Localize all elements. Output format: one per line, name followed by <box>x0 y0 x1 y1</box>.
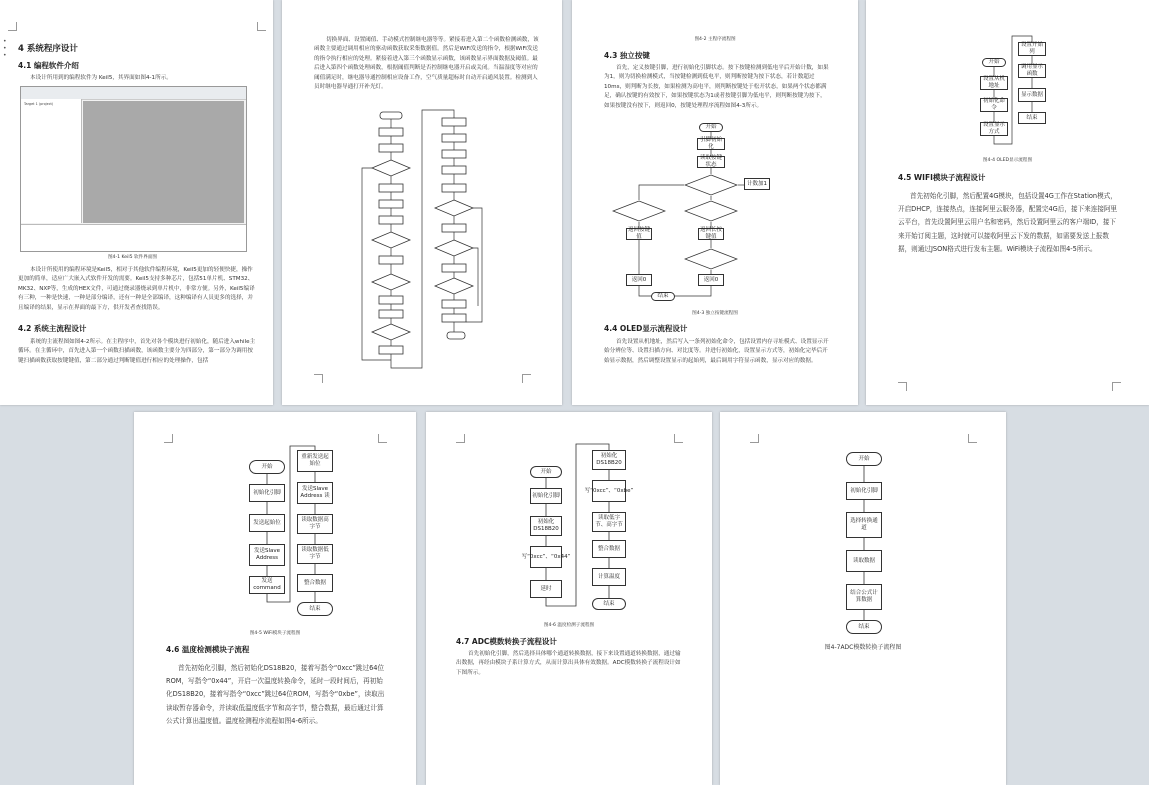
main-flowchart <box>282 100 562 400</box>
flow-step: 初始化引脚 <box>249 484 285 502</box>
flow-step: 读取数据高字节 <box>297 514 333 534</box>
flow-step: 返回按键值 <box>628 227 651 240</box>
page-corner-mark <box>456 434 465 443</box>
flow-step: 计算温度 <box>592 568 626 586</box>
keil-build-output <box>21 224 246 251</box>
page-corner-mark <box>968 434 977 443</box>
flow-step: 初始化引脚 <box>530 488 562 504</box>
figure-caption: 图4-5 WiFi模块子流程图 <box>249 631 301 636</box>
figure-caption: 图4-4 OLED显示流程图 <box>982 158 1033 163</box>
flow-step: 读取按键状态 <box>697 156 725 168</box>
flow-step: 初始化DS18B20 <box>530 516 562 536</box>
flow-decision <box>612 200 666 222</box>
page-corner-mark <box>898 382 907 391</box>
page-corner-mark <box>674 434 683 443</box>
flow-end: 结束 <box>592 598 626 610</box>
page-7 <box>720 412 1006 785</box>
flow-step: 初始化命令 <box>980 98 1008 112</box>
flow-start: 开始 <box>530 466 562 478</box>
flow-step: 结合公式计算数据 <box>846 584 882 610</box>
flow-step: 整合数据 <box>297 574 333 592</box>
flow-step: 显示数据 <box>1018 88 1046 102</box>
heading-4-5: 4.5 WIFI模块子流程设计 <box>898 173 986 182</box>
flow-decision <box>684 248 738 270</box>
heading-4-2: 4.2 系统主流程设计 <box>18 324 87 333</box>
flow-step: 读取低字节、高字节 <box>592 512 626 532</box>
flow-step: 写“0xcc”、“0x44” <box>530 546 562 568</box>
page-corner-mark <box>1112 382 1121 391</box>
page-6 <box>426 412 712 785</box>
flow-step: 读取数据低字节 <box>297 544 333 564</box>
flow-start: 开始 <box>699 123 723 132</box>
page-corner-mark <box>8 22 17 31</box>
heading-4-6: 4.6 温度检测模块子流程 <box>166 645 250 654</box>
collapse-dots-icon[interactable]: • • • <box>3 38 7 59</box>
page-2 <box>282 0 562 405</box>
heading-4: 4 系统程序设计 <box>18 44 78 54</box>
figure-caption: 图4-6 温度检测子流程图 <box>543 623 595 628</box>
flow-start: 开始 <box>846 452 882 466</box>
paragraph-4-6: 首先初始化引脚，然后初始化DS18B20，接着写指令“0xcc”跳过64位ROM，写指令“0x44”，开启一次温度转换命令，延时一段时间后，再初始化DS18B20，接着写指令“0xcc”跳过64位ROM，写指令“0xbe”，读取出读取暂存器命令，并读取低温度低字节和高字节，整合数据，最后通过计算公式计算出温度值。温度检测程序流程如图4-6所示。 <box>166 664 385 725</box>
page-5 <box>134 412 416 785</box>
flow-step: 返回长按键值 <box>700 227 723 240</box>
figure-caption: 图4-2 主程序流程图 <box>694 37 736 42</box>
flow-step: 初始化DS18B20 <box>592 450 626 470</box>
page-corner-mark <box>750 434 759 443</box>
heading-4-1: 4.1 编程软件介绍 <box>18 61 79 70</box>
flow-step: 整合数据 <box>592 540 626 558</box>
page-corner-mark <box>522 374 531 383</box>
flow-step: 写“0xcc”、“0xbe” <box>592 480 626 502</box>
page-4 <box>866 0 1149 405</box>
flow-end: 结束 <box>651 292 675 301</box>
flow-decision <box>684 200 738 222</box>
paragraph-4-4: 首先设置从机地址，然后写入一条列初始化命令，包括设置内存寻址模式、设置显示开始分辨位等、设置扫描方向、对比度等。并进行初始化，设置显示方式等，初始化完毕后开始显示数据，然后调整设置显示的起始列，最后调用字符显示函数，显示对应的数据。 <box>604 339 829 364</box>
paragraph-main-cont: 切换界面、设置阈值、手动模式控制继电器等等。紧接着进入第二个函数检测函数，该函数主要通过调用相应的驱动函数获取采集数据值。然后是WiFi发送的指令，根据WiFi发送的指令执行相应的处理。紧接着进入第三个函数显示函数，该函数显示界面数据及阈值。最后进入第四个函数处理函数，根据阈值判断是否控制继电器开启或关闭。当温湿度等对应的阈值满足时，继电器导通控制相应设备工作，空气质量超标时自动开启通风装置。检测到人员时继电器导通打开补光灯。 <box>314 37 539 91</box>
heading-4-4: 4.4 OLED显示流程设计 <box>604 324 688 333</box>
heading-4-3: 4.3 独立按键 <box>604 51 650 60</box>
paragraph-4-5: 首先初始化引脚，然后配置4G模块，包括设置4G工作在Station模式，开启DHCP，连接热点，连接阿里云服务器，配置完4G后，接下来连接阿里云平台，首先设置阿里云用户名和密码，然后设置阿里云的客户端ID，接下来开始订阅主题，这时就可以接收阿里云下发的数据，如需要发送上报数据，则通过JSON格式进行发布主题。WiFi模块子流程如图4-5所示。 <box>898 192 1118 253</box>
flow-step: 调用显示函数 <box>1018 64 1046 78</box>
flow-step: 计数加1 <box>744 178 770 190</box>
flow-end: 结束 <box>846 620 882 634</box>
page-3 <box>572 0 858 405</box>
flow-step: 设置显示方式 <box>980 122 1008 136</box>
keil-editor-area <box>83 101 244 223</box>
flow-step: 读取数据 <box>846 550 882 572</box>
paragraph-4-7: 首先初始化引脚，然后选择具体哪个通道转换数据，接下来设置通道转换数据，通过输出数据，再经由模块子系计算方式，从而计算出具体有效数据。ADC模数转换子流程设计如下图所示。 <box>456 651 681 676</box>
flow-step: 发送起始位 <box>249 514 285 532</box>
temp-flow-connectors <box>426 412 712 642</box>
flow-step: 设置从机地址 <box>980 76 1008 90</box>
flow-step: 初始化引脚 <box>846 482 882 500</box>
paragraph-4-3: 首先，定义按键引脚，进行初始化引脚状态。按下按键检测到低电平后开始计数，如果为1，则为切换检测模式，当按键检测到低电平，则判断按键为按下状态，若计数超过10ms，则判断为长按，如果检测为高电平，则判断按键处于松开状态，如果两个状态都满足，确认按键的有效按下，如果按键状态为1或者按键引脚为低电平，则判断按键为按下，如果按键没有按下，则返回0，按键处理程序流程如图4-3所示。 <box>604 65 829 109</box>
flow-step: 返回0 <box>626 274 652 286</box>
figure-caption: 图4-3 独立按键流程图 <box>692 311 738 316</box>
flow-start: 开始 <box>982 58 1006 67</box>
figure-caption: 图4-1 Keil5 软件界面图 <box>107 255 158 260</box>
intro-text: 本设计所用到的编程软件为 Keil5，其界面如图4-1所示。 <box>30 75 172 81</box>
page-corner-mark <box>164 434 173 443</box>
paragraph-4-1: 本设计所使用的编程环境是Keil5，相对于其他软件编程环境，Keil5更加的轻便快捷，操作更加的简单，适应广大嵌入式软件开发的需要。Keil5支持多种芯片，包括51单片机、STM32、MK32、NXP等，生成的HEX文件，可通过烧录器烧录到单片机中，非常方便。另外，Keil5编译有三种，一种是快速，一种是部分编译，还有一种是全部编译，这种编译有人员更多的选择，并且编译的结果，显示在界面的最下方，供开发者查找错误。 <box>18 267 255 311</box>
page-1 <box>0 0 273 405</box>
page-corner-mark <box>257 22 266 31</box>
flow-step: 延时 <box>530 580 562 598</box>
flow-step: 发送Slave Address 读 <box>297 482 333 504</box>
flow-step: 设置开始列 <box>1018 42 1046 56</box>
flow-step: 选择转换通道 <box>846 512 882 538</box>
page-corner-mark <box>378 434 387 443</box>
keil-screenshot <box>20 86 247 252</box>
flow-start: 开始 <box>249 460 285 474</box>
heading-4-7: 4.7 ADC模数转换子流程设计 <box>456 637 557 646</box>
flow-step: 发送Slave Address <box>249 544 285 566</box>
keil-tree-item: Target 1 (project) <box>24 102 54 106</box>
flow-step: 返回0 <box>698 274 724 286</box>
flow-step: 发送command <box>249 576 285 594</box>
flow-step: 引脚初始化 <box>697 138 725 150</box>
page-corner-mark <box>314 374 323 383</box>
flow-step: 重新发送起始位 <box>297 450 333 472</box>
paragraph-4-2: 系统的主流程图如图4-2所示。在主程序中，首先对各个模块进行初始化，随后进入while主循环。在主循环中，首先进入第一个函数扫描函数，该函数主要分为四部分，第一部分为调用按键扫描函数获取按键键值，第二部分通过判断键值进行相应的处理操作，包括 <box>18 339 256 364</box>
keil-project-tree <box>21 99 82 223</box>
flow-step: 结束 <box>1018 112 1046 124</box>
flow-end: 结束 <box>297 602 333 616</box>
figure-caption: 图4-7ADC模数转换子流程图 <box>824 644 902 651</box>
flow-decision <box>684 174 738 196</box>
